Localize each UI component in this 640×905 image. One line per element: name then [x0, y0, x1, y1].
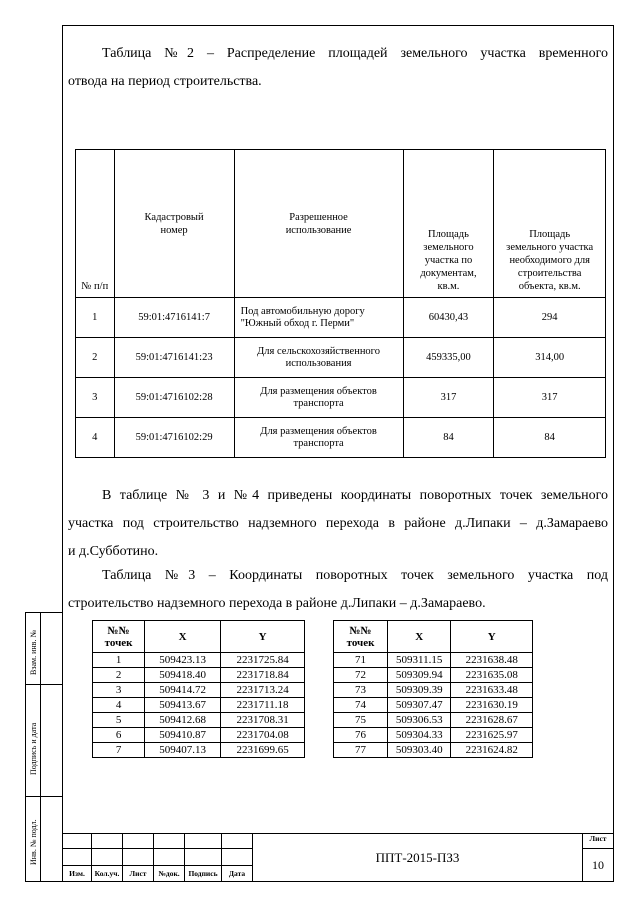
table-row — [93, 683, 305, 698]
coords-table-left — [92, 620, 305, 758]
cell-x: 509304.33 — [388, 728, 451, 743]
cell-usage: Под автомобильную дорогу "Южный обход г. Перми" — [234, 298, 403, 338]
header-points: №№ точек — [334, 621, 388, 653]
table3-caption — [68, 562, 608, 618]
cell-cadastral: 59:01:4716141:7 — [114, 298, 234, 338]
cell-cadastral: 59:01:4716141:23 — [114, 338, 234, 378]
cell-cadastral: 59:01:4716102:28 — [114, 378, 234, 418]
cell-area-needed: 84 — [494, 418, 606, 458]
side-cell-vzam — [26, 612, 63, 684]
table-row — [76, 338, 606, 378]
header-area-docs: Площадь земельного участка по документам, кв.м. — [403, 150, 494, 298]
coords-table-right — [333, 620, 533, 758]
intro-line-2: участка под строительство надземного перехода в районе д.Липаки – д.Замараево — [68, 516, 608, 531]
title-block-table — [62, 833, 614, 882]
table3-caption-line-2: строительство надземного перехода в районе д.Липаки – д.Замараево. — [68, 596, 486, 611]
cell-point: 2 — [93, 668, 145, 683]
cell-num: 4 — [76, 418, 115, 458]
cell-x: 509412.68 — [145, 713, 221, 728]
cell-x: 509303.40 — [388, 743, 451, 758]
cell-y: 2231725.84 — [221, 653, 305, 668]
cell-point: 7 — [93, 743, 145, 758]
cell-x: 509309.39 — [388, 683, 451, 698]
stamp-col-data: Дата — [222, 865, 253, 881]
side-label-podpis: Подпись и дата — [29, 722, 38, 775]
cell-x: 509423.13 — [145, 653, 221, 668]
side-cell-podpis — [26, 684, 63, 796]
cell-area-needed: 294 — [494, 298, 606, 338]
cell-y: 2231704.08 — [221, 728, 305, 743]
sheet-number: 10 — [583, 849, 614, 882]
table2-caption — [68, 40, 608, 96]
cell-x: 509306.53 — [388, 713, 451, 728]
stamp-col-ndok: №док. — [154, 865, 185, 881]
table-row — [93, 653, 305, 668]
cell-num: 2 — [76, 338, 115, 378]
title-block — [62, 833, 614, 882]
cell-x: 509307.47 — [388, 698, 451, 713]
cell-point: 77 — [334, 743, 388, 758]
table-row — [334, 728, 533, 743]
cell-point: 1 — [93, 653, 145, 668]
table-row — [334, 683, 533, 698]
table-row — [76, 418, 606, 458]
stamp-col-podpis: Подпись — [185, 865, 222, 881]
cell-y: 2231708.31 — [221, 713, 305, 728]
header-y: Y — [451, 621, 533, 653]
cell-point: 73 — [334, 683, 388, 698]
table-row — [334, 653, 533, 668]
cell-y: 2231625.97 — [451, 728, 533, 743]
cell-x: 509410.87 — [145, 728, 221, 743]
cell-y: 2231635.08 — [451, 668, 533, 683]
cell-point: 5 — [93, 713, 145, 728]
table-row — [334, 698, 533, 713]
header-num: № п/п — [76, 150, 115, 298]
cell-area-docs: 459335,00 — [403, 338, 494, 378]
cell-x: 509309.94 — [388, 668, 451, 683]
header-y: Y — [221, 621, 305, 653]
sheet-label: Лист — [583, 834, 614, 849]
intro-paragraph — [68, 482, 608, 566]
table-row — [76, 378, 606, 418]
cell-num: 3 — [76, 378, 115, 418]
land-plots-table — [75, 149, 606, 458]
cell-point: 76 — [334, 728, 388, 743]
side-label-vzam: Взам. инв. № — [29, 629, 38, 675]
table-row — [93, 743, 305, 758]
cell-y: 2231633.48 — [451, 683, 533, 698]
table-header-row — [93, 621, 305, 653]
cell-point: 3 — [93, 683, 145, 698]
side-stamp — [25, 612, 63, 882]
table-row — [76, 298, 606, 338]
cell-y: 2231628.67 — [451, 713, 533, 728]
cell-point: 74 — [334, 698, 388, 713]
cell-x: 509414.72 — [145, 683, 221, 698]
stamp-col-list: Лист — [123, 865, 154, 881]
cell-area-docs: 60430,43 — [403, 298, 494, 338]
cell-area-needed: 317 — [494, 378, 606, 418]
side-label-inv: Инв. № подл. — [29, 819, 38, 865]
cell-x: 509418.40 — [145, 668, 221, 683]
cell-y: 2231638.48 — [451, 653, 533, 668]
cell-y: 2231711.18 — [221, 698, 305, 713]
stamp-col-koluch: Кол.уч. — [92, 865, 123, 881]
table-row — [93, 713, 305, 728]
intro-line-1: В таблице № 3 и №4 приведены координаты поворотных точек земельного — [102, 488, 608, 503]
header-points: №№ точек — [93, 621, 145, 653]
table-row — [334, 743, 533, 758]
caption-line-1: Таблица №2 – Распределение площадей земельного участка временного — [102, 46, 608, 61]
cell-area-needed: 314,00 — [494, 338, 606, 378]
caption-line-2: отвода на период строительства. — [68, 74, 262, 89]
cell-num: 1 — [76, 298, 115, 338]
cell-y: 2231624.82 — [451, 743, 533, 758]
header-x: X — [145, 621, 221, 653]
table-row — [93, 668, 305, 683]
doc-code: ППТ-2015-ПЗ3 — [253, 834, 583, 882]
table-row — [334, 668, 533, 683]
table-row — [93, 698, 305, 713]
cell-x: 509407.13 — [145, 743, 221, 758]
cell-y: 2231713.24 — [221, 683, 305, 698]
table-header-row — [334, 621, 533, 653]
cell-x: 509311.15 — [388, 653, 451, 668]
cell-cadastral: 59:01:4716102:29 — [114, 418, 234, 458]
cell-y: 2231718.84 — [221, 668, 305, 683]
header-area-needed: Площадь земельного участка необходимого для строительства объекта, кв.м. — [494, 150, 606, 298]
intro-line-3: и д.Субботино. — [68, 544, 159, 559]
table-row — [93, 728, 305, 743]
cell-point: 72 — [334, 668, 388, 683]
cell-area-docs: 84 — [403, 418, 494, 458]
cell-usage: Для размещения объектов транспорта — [234, 378, 403, 418]
side-cell-inv — [26, 796, 63, 882]
cell-point: 4 — [93, 698, 145, 713]
cell-usage: Для сельскохозяйственного использования — [234, 338, 403, 378]
cell-area-docs: 317 — [403, 378, 494, 418]
cell-point: 71 — [334, 653, 388, 668]
table3-caption-line-1: Таблица №3 – Координаты поворотных точек земельного участка под — [102, 568, 608, 583]
cell-point: 6 — [93, 728, 145, 743]
cell-x: 509413.67 — [145, 698, 221, 713]
cell-point: 75 — [334, 713, 388, 728]
cell-y: 2231699.65 — [221, 743, 305, 758]
cell-y: 2231630.19 — [451, 698, 533, 713]
header-usage: Разрешенное использование — [234, 150, 403, 298]
cell-usage: Для размещения объектов транспорта — [234, 418, 403, 458]
stamp-col-izm: Изм. — [63, 865, 92, 881]
table-header-row — [76, 150, 606, 298]
header-x: X — [388, 621, 451, 653]
table-row — [334, 713, 533, 728]
header-cadastral: Кадастровый номер — [114, 150, 234, 298]
